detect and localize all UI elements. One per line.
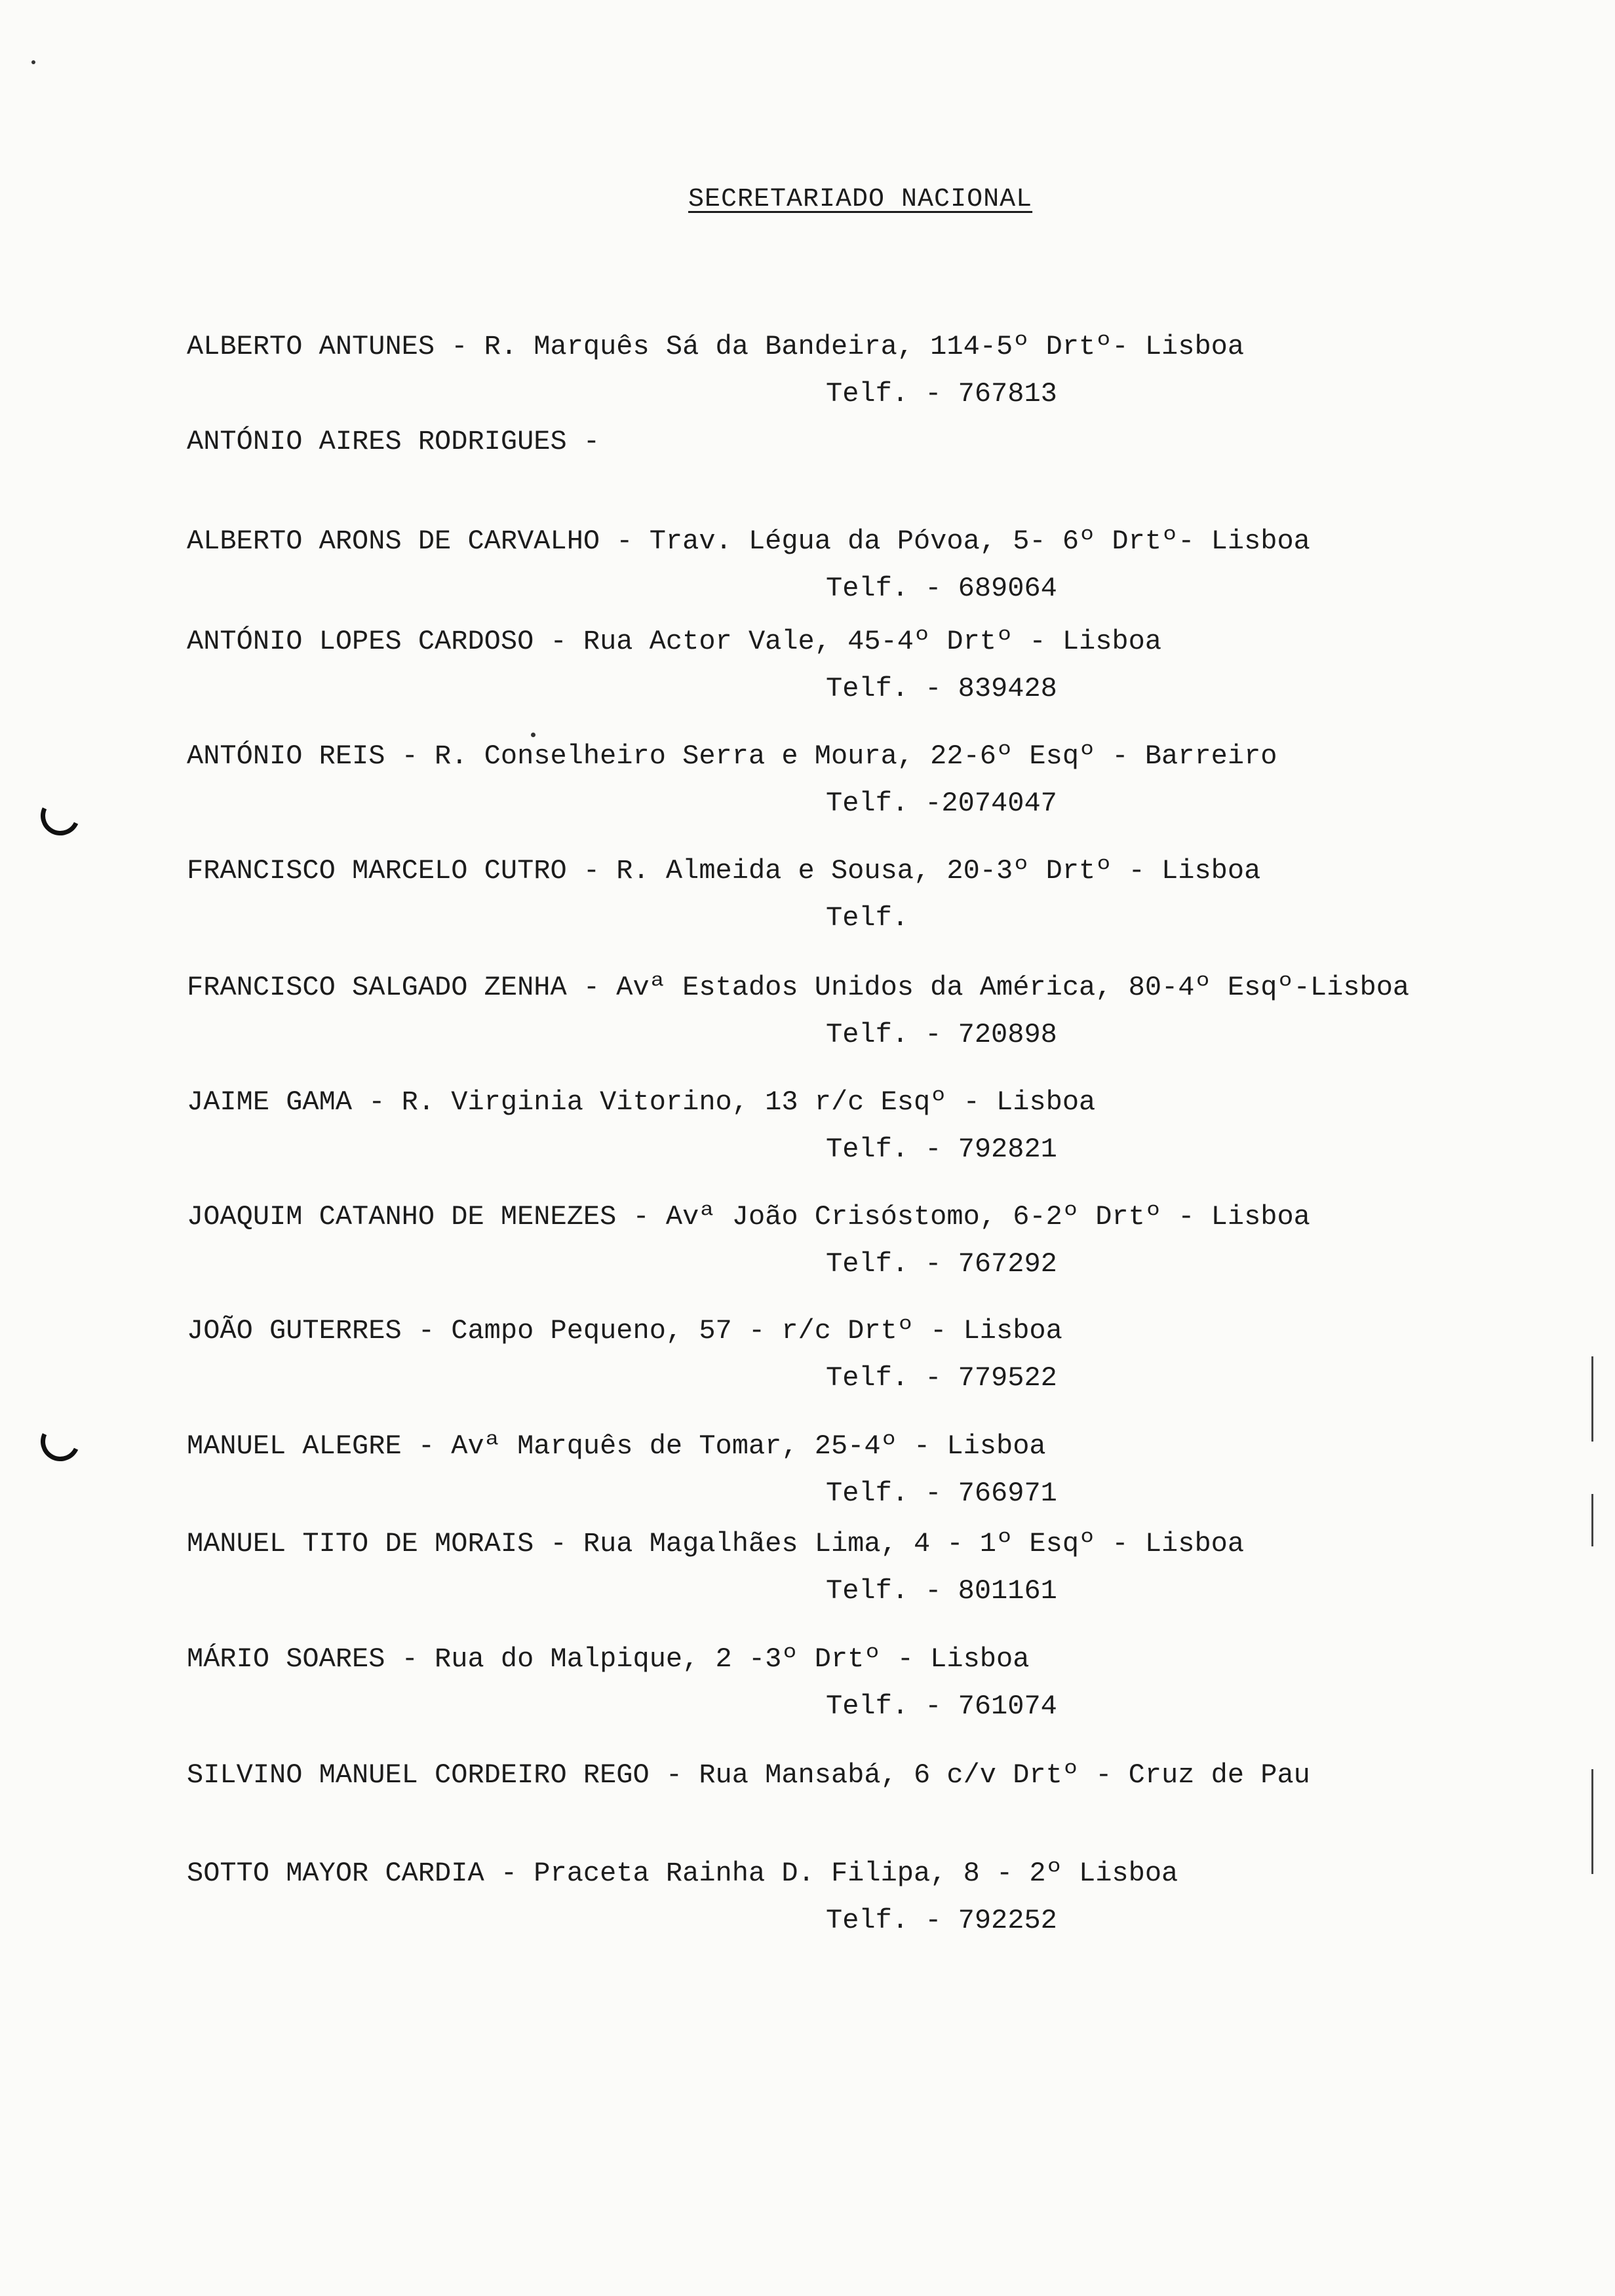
entry-name-address: MANUEL TITO DE MORAIS - Rua Magalhães Lima, 4 - 1º Esqº - Lisboa [187, 1528, 1245, 1559]
entry-name-address: JOÃO GUTERRES - Campo Pequeno, 57 - r/c Drtº - Lisboa [187, 1315, 1062, 1347]
entry-phone: Telf. - 839428 [826, 673, 1057, 704]
scan-speck [531, 733, 535, 737]
entry-phone: Telf. -2074047 [826, 788, 1057, 819]
entry-name-address: FRANCISCO SALGADO ZENHA - Avª Estados Unidos da América, 80-4º Esqº-Lisboa [187, 972, 1410, 1003]
entry-phone: Telf. - 689064 [826, 573, 1057, 604]
entry-name-address: ANTÓNIO LOPES CARDOSO - Rua Actor Vale, 45-4º Drtº - Lisboa [187, 626, 1162, 657]
entry-phone: Telf. - 720898 [826, 1019, 1057, 1050]
entry-phone: Telf. - 801161 [826, 1575, 1057, 1607]
entry-phone: Telf. - 767813 [826, 378, 1057, 410]
entry-phone: Telf. - 767292 [826, 1248, 1057, 1280]
entry-name-address: ANTÓNIO REIS - R. Conselheiro Serra e Moura, 22-6º Esqº - Barreiro [187, 740, 1277, 772]
entry-phone: Telf. - 792821 [826, 1134, 1057, 1165]
margin-line [1591, 1769, 1593, 1874]
entry-phone: Telf. - 761074 [826, 1691, 1057, 1722]
entry-name-address: ALBERTO ARONS DE CARVALHO - Trav. Légua da Póvoa, 5- 6º Drtº- Lisboa [187, 526, 1310, 557]
entry-name-address: MÁRIO SOARES - Rua do Malpique, 2 -3º Drtº - Lisboa [187, 1643, 1030, 1675]
document-title: SECRETARIADO NACIONAL [688, 185, 1033, 214]
margin-line [1591, 1356, 1593, 1442]
entry-name-address: SOTTO MAYOR CARDIA - Praceta Rainha D. Filipa, 8 - 2º Lisboa [187, 1858, 1178, 1889]
entry-phone: Telf. - 779522 [826, 1362, 1057, 1394]
entry-phone: Telf. - 766971 [826, 1478, 1057, 1509]
entry-phone: Telf. - 792252 [826, 1905, 1057, 1936]
entry-phone: Telf. [826, 902, 909, 934]
scan-speck [31, 60, 35, 64]
margin-line [1591, 1494, 1593, 1546]
entry-name-address: ANTÓNIO AIRES RODRIGUES - [187, 426, 600, 457]
entry-name-address: JAIME GAMA - R. Virginia Vitorino, 13 r/c Esqº - Lisboa [187, 1086, 1096, 1118]
entry-name-address: FRANCISCO MARCELO CUTRO - R. Almeida e Sousa, 20-3º Drtº - Lisboa [187, 855, 1261, 887]
entry-name-address: JOAQUIM CATANHO DE MENEZES - Avª João Crisóstomo, 6-2º Drtº - Lisboa [187, 1201, 1310, 1233]
entry-name-address: SILVINO MANUEL CORDEIRO REGO - Rua Mansabá, 6 c/v Drtº - Cruz de Pau [187, 1759, 1310, 1791]
punch-hole-mark-icon [35, 791, 86, 841]
entry-name-address: MANUEL ALEGRE - Avª Marquês de Tomar, 25-4º - Lisboa [187, 1430, 1046, 1462]
entry-name-address: ALBERTO ANTUNES - R. Marquês Sá da Bandeira, 114-5º Drtº- Lisboa [187, 331, 1245, 362]
punch-hole-mark-icon [35, 1417, 86, 1467]
